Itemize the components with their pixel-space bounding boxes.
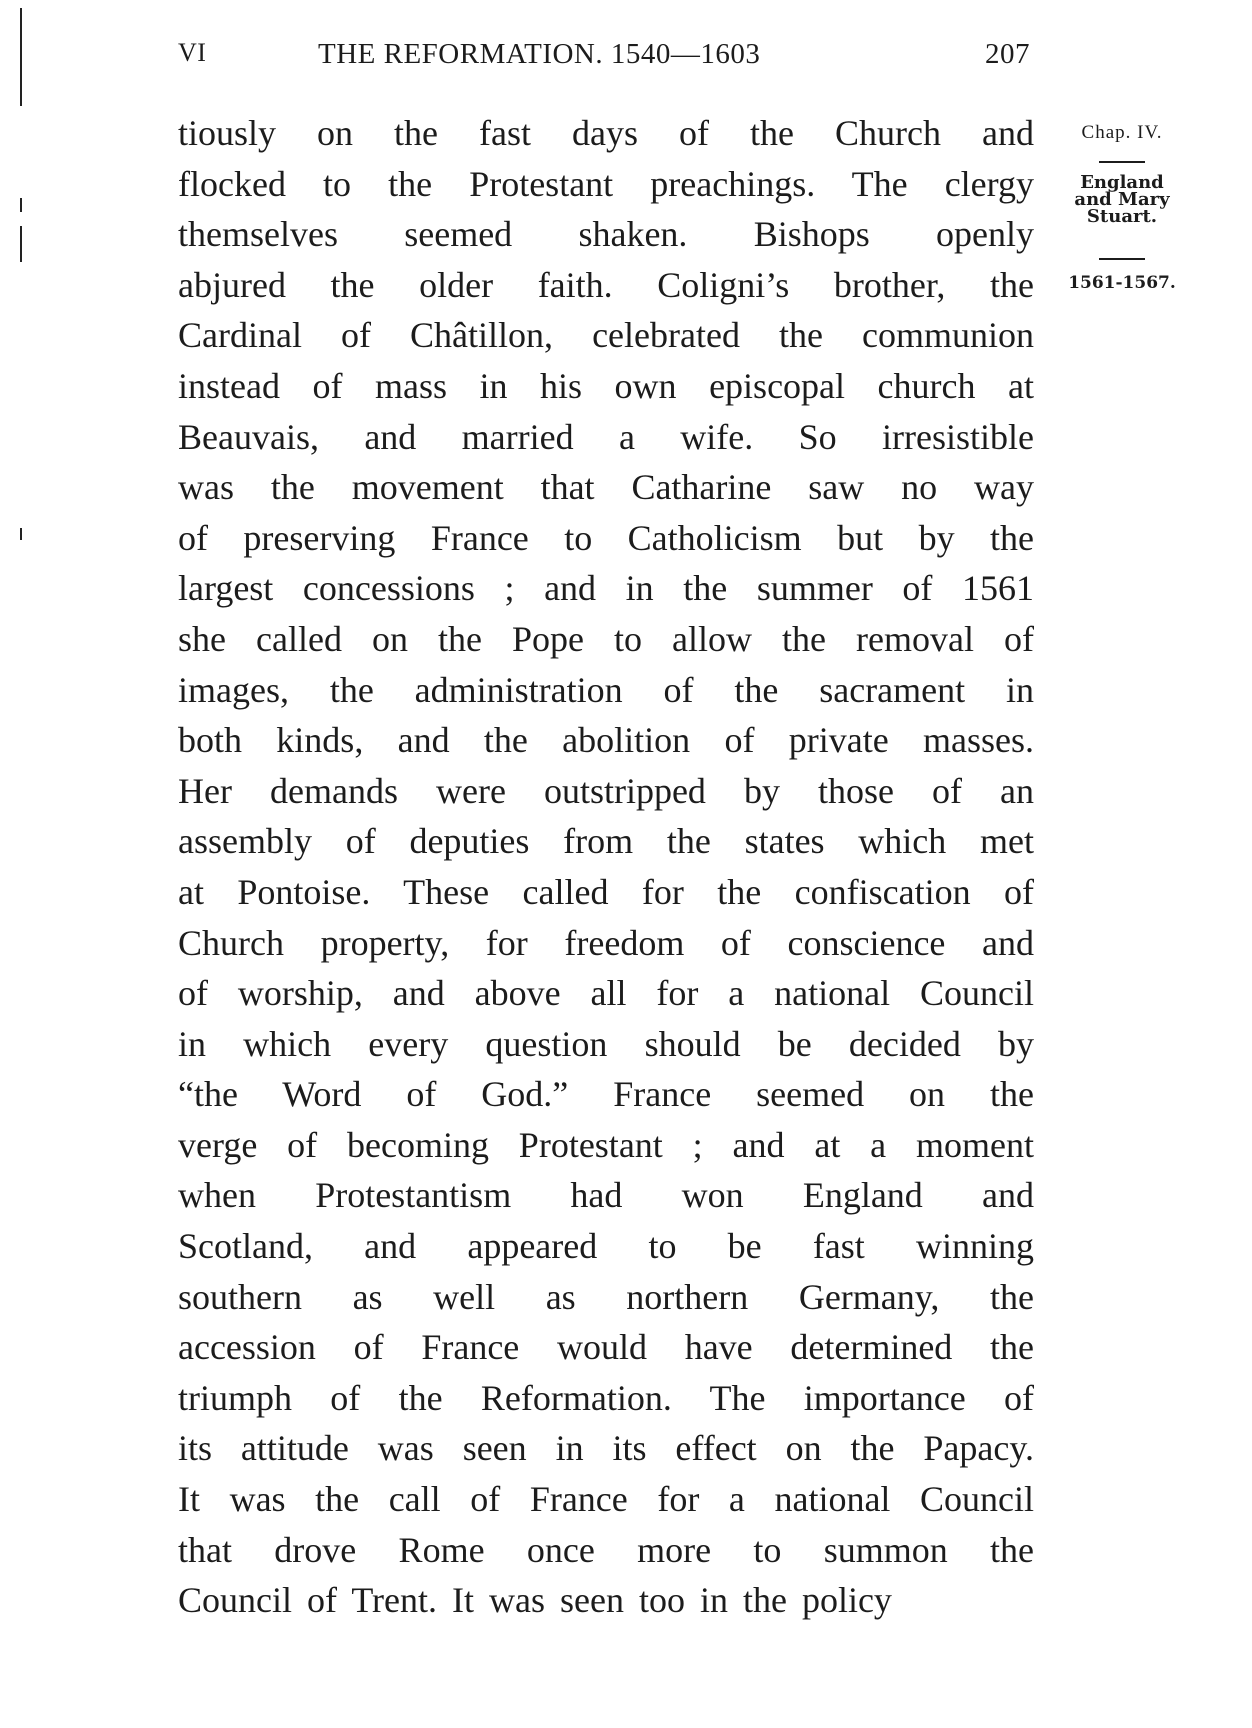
sidenote-subject (1058, 174, 1186, 225)
scan-edge-mark (20, 528, 22, 540)
text-line: Cardinal of Châtillon, celebrated the communion (178, 315, 1034, 356)
text-line: tiously on the fast days of the Church and (178, 113, 1034, 153)
scan-edge-mark (20, 8, 22, 106)
text-line: triumph of the Reformation. The importance of (178, 1377, 1034, 1418)
scan-edge-mark (20, 226, 22, 262)
text-line: its attitude was seen in its effect on the Papacy. (178, 1428, 1034, 1469)
sidenote-subject-line: England (1080, 172, 1164, 193)
text-line: themselves seemed shaken. Bishops openly (178, 214, 1034, 255)
sidenote-rule (1099, 161, 1145, 163)
text-line: in which every question should be decided by (178, 1023, 1034, 1064)
sidenote-chapter: Chap. IV. (1081, 122, 1163, 143)
running-title: THE REFORMATION. 1540—1603 (318, 38, 761, 70)
text-line: It was the call of France for a national Council (178, 1479, 1034, 1520)
sidenote-subject-line: Stuart. (1086, 206, 1158, 227)
text-line: she called on the Pope to allow the removal of (178, 618, 1034, 659)
text-line: of preserving France to Catholicism but by the (178, 517, 1034, 558)
text-line: when Protestantism had won England and (178, 1175, 1034, 1216)
sidenote-dates: 1561-1567. (1068, 273, 1176, 293)
text-line: instead of mass in his own episcopal church at (178, 365, 1034, 406)
scan-edge-mark (20, 198, 22, 212)
text-line: abjured the older faith. Coligni’s brother, the (178, 264, 1034, 305)
text-line: verge of becoming Protestant ; and at a moment (178, 1124, 1034, 1165)
text-line: Beauvais, and married a wife. So irresistible (178, 416, 1034, 457)
text-line: Scotland, and appeared to be fast winning (178, 1226, 1034, 1267)
body-text (178, 108, 1034, 1626)
text-line: images, the administration of the sacrament in (178, 669, 1034, 710)
text-line: accession of France would have determined the (178, 1327, 1034, 1368)
text-line: Church property, for freedom of conscience and (178, 922, 1034, 963)
page-number: 207 (985, 38, 1030, 70)
section-numeral: VI (178, 38, 207, 67)
text-line: assembly of deputies from the states which met (178, 821, 1034, 862)
text-line: at Pontoise. These called for the confiscation of (178, 871, 1034, 912)
text-line: Her demands were outstripped by those of an (178, 770, 1034, 811)
text-line: southern as well as northern Germany, the (178, 1276, 1034, 1317)
running-header (178, 38, 1030, 78)
text-line: Council of Trent. It was seen too in the policy (178, 1580, 892, 1621)
text-line: flocked to the Protestant preachings. The clergy (178, 163, 1034, 204)
text-line: “the Word of God.” France seemed on the (178, 1074, 1034, 1115)
text-line: largest concessions ; and in the summer of 1561 (178, 568, 1034, 609)
text-line: that drove Rome once more to summon the (178, 1529, 1034, 1570)
sidenote-rule (1099, 258, 1145, 260)
sidenote-subject-line: and Mary (1074, 189, 1170, 210)
text-line: of worship, and above all for a national Council (178, 973, 1034, 1014)
text-line: both kinds, and the abolition of private masses. (178, 720, 1034, 761)
text-line: was the movement that Catharine saw no way (178, 467, 1034, 508)
